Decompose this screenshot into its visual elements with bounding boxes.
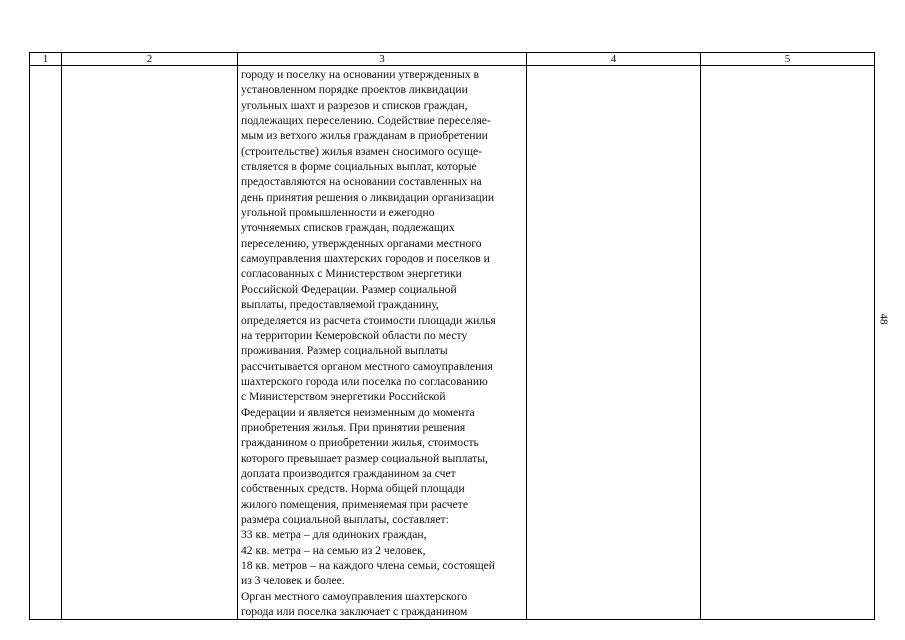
text-line: день принятия решения о ликвидации организации	[241, 190, 495, 204]
header-cell-1: 1	[30, 53, 62, 66]
document-table	[29, 52, 875, 620]
header-cell-2: 2	[62, 53, 238, 66]
text-line: самоуправления шахтерских городов и поселков и	[241, 252, 490, 266]
text-line: предоставляются на основании составленных на	[241, 175, 482, 189]
text-line: доплата производится гражданином за счет	[241, 466, 456, 480]
cell-3-text	[238, 66, 526, 619]
table-body-row	[30, 66, 875, 620]
text-line: 42 кв. метра – на семью из 2 человек,	[241, 543, 426, 557]
text-line: с Министерством энергетики Российской	[241, 390, 446, 404]
text-line: городу и поселку на основании утвержденных в	[241, 68, 479, 81]
text-line: выплаты, предоставляемой гражданину,	[241, 298, 439, 312]
body-cell-3	[238, 66, 527, 620]
text-line: шахтерского города или поселка по согласованию	[241, 374, 488, 388]
text-line: 18 кв. метров – на каждого члена семьи, состоящей	[241, 559, 496, 572]
text-line: угольной промышленности и ежегодно	[241, 206, 435, 220]
body-cell-5	[701, 66, 875, 620]
text-line: которого превышает размер социальной выплаты,	[241, 451, 488, 465]
body-cell-4	[527, 66, 701, 620]
text-line: жилого помещения, применяемая при расчете	[241, 497, 468, 511]
text-line: приобретения жилья. При принятии решения	[241, 420, 466, 434]
text-line: 33 кв. метра – для одиноких граждан,	[241, 528, 427, 542]
text-line: Российской Федерации. Размер социальной	[241, 282, 457, 296]
text-line: на территории Кемеровской области по месту	[241, 328, 468, 342]
header-cell-4: 4	[527, 53, 701, 66]
text-line: гражданином о приобретении жилья, стоимость	[241, 436, 479, 450]
text-line: угольных шахт и разрезов и списков граждан,	[241, 98, 468, 112]
text-line: Федерации и является неизменным до момента	[241, 405, 475, 419]
text-line: согласованных с Министерством энергетики	[241, 267, 462, 281]
text-line: мым из ветхого жилья гражданам в приобретении	[241, 129, 488, 143]
text-line: подлежащих переселению. Содействие переселяе-	[241, 114, 491, 128]
text-line: уточняемых списков граждан, подлежащих	[241, 221, 455, 235]
text-line: установленном порядке проектов ликвидации	[241, 83, 468, 97]
text-line: (строительстве) жилья взамен сносимого осуще-	[241, 144, 483, 158]
text-line: размера социальной выплаты, составляет:	[241, 512, 449, 526]
table-header-row	[30, 53, 875, 66]
page-number: 48	[877, 313, 890, 325]
text-line: из 3 человек и более.	[241, 574, 345, 588]
text-line: переселению, утвержденных органами местного	[241, 236, 482, 250]
text-line: ствляется в форме социальных выплат, которые	[241, 160, 477, 174]
text-line: города или поселка заключает с гражданином	[241, 605, 468, 619]
header-cell-5: 5	[701, 53, 875, 66]
body-cell-1	[30, 66, 62, 620]
text-line: собственных средств. Норма общей площади	[241, 482, 465, 496]
text-line: проживания. Размер социальной выплаты	[241, 344, 448, 358]
body-cell-2	[62, 66, 238, 620]
header-cell-3: 3	[238, 53, 527, 66]
text-line: рассчитывается органом местного самоуправления	[241, 359, 493, 373]
text-line: определяется из расчета стоимости площади жилья	[241, 313, 496, 327]
text-line: Орган местного самоуправления шахтерского	[241, 589, 468, 603]
